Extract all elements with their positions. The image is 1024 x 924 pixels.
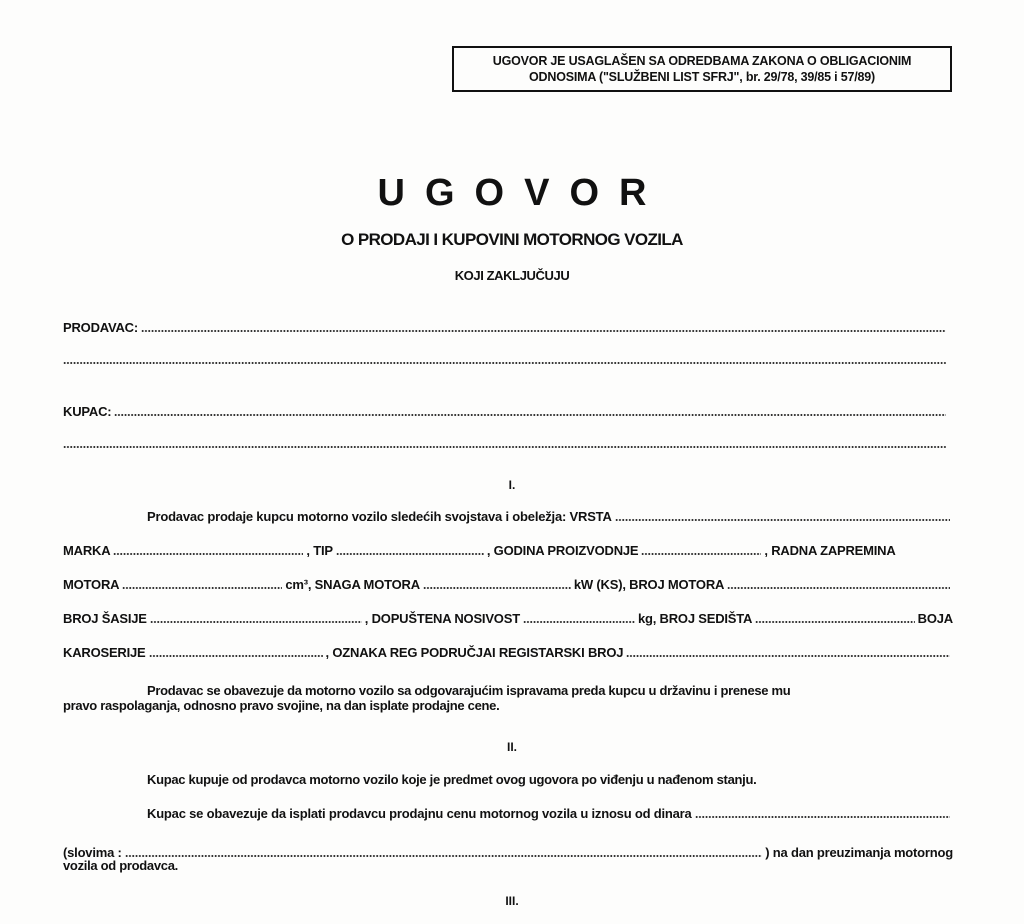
- vrsta-field[interactable]: [615, 519, 950, 521]
- seller-field[interactable]: [141, 330, 946, 332]
- seller-row-2: [63, 362, 949, 367]
- section-2-heading: II.: [506, 740, 517, 754]
- slovima-line-2: vozila od prodavca.: [63, 858, 178, 873]
- slovima-field[interactable]: [125, 855, 763, 857]
- obligation-line-2: pravo raspolaganja, odnosno pravo svojine, na dan isplate prodajne cene.: [63, 698, 500, 713]
- sasija-label: BROJ ŠASIJE: [63, 611, 147, 626]
- buyer-row-2: [63, 446, 949, 451]
- nosivost-label: , DOPUŠTENA NOSIVOST: [364, 611, 520, 626]
- obligation-line-1: Prodavac se obavezuje da motorno vozilo sa odgovarajućim ispravama preda kupcu u državinu i prenese mu: [147, 683, 791, 698]
- boja-label: BOJA: [917, 611, 953, 626]
- seller-label: PRODAVAC:: [63, 320, 138, 335]
- zapremina-field[interactable]: [122, 587, 282, 589]
- registarski-broj-field[interactable]: [626, 655, 950, 657]
- nosivost-field[interactable]: [523, 621, 635, 623]
- document-subtitle: O PRODAJI I KUPOVINI MOTORNOG VOZILA: [341, 230, 683, 249]
- oznaka-label: , OZNAKA REG PODRUČJAI REGISTARSKI BROJ: [325, 645, 624, 660]
- cm3-label: cm³, SNAGA MOTORA: [285, 577, 420, 592]
- price-text: Kupac se obavezuje da isplati prodavcu prodajnu cenu motornog vozila u iznosu od dinara: [147, 806, 692, 821]
- radna-label: , RADNA ZAPREMINA: [764, 543, 896, 558]
- motora-row: [63, 577, 953, 592]
- motora-label: MOTORA: [63, 577, 120, 592]
- section-3-heading: III.: [505, 894, 519, 908]
- document-title: UGOVOR: [377, 172, 667, 214]
- marka-field[interactable]: [113, 553, 303, 555]
- buyer-row: [63, 404, 949, 419]
- karoserije-row: [63, 645, 953, 660]
- vehicle-intro-text: Prodavac prodaje kupcu motorno vozilo sledećih svojstava i obeležja: VRSTA: [147, 509, 612, 524]
- marka-label: MARKA: [63, 543, 111, 558]
- marka-row: [63, 543, 953, 558]
- buyer-field[interactable]: [114, 414, 946, 416]
- sedista-field[interactable]: [755, 621, 914, 623]
- godina-label: , GODINA PROIZVODNJE: [486, 543, 639, 558]
- purchase-text: Kupac kupuje od prodavca motorno vozilo koje je predmet ovog ugovora po viđenju u nađenom stanju.: [147, 772, 757, 787]
- seller-row: [63, 320, 949, 335]
- price-field[interactable]: [695, 816, 950, 818]
- seller-field-2[interactable]: [63, 362, 946, 364]
- tip-label: , TIP: [306, 543, 333, 558]
- section-1-heading: I.: [508, 478, 516, 492]
- notice-line-1: UGOVOR JE USAGLAŠEN SA ODREDBAMA ZAKONA O OBLIGACIONIM: [492, 54, 912, 68]
- buyer-field-2[interactable]: [63, 446, 946, 448]
- tip-field[interactable]: [336, 553, 484, 555]
- sasija-field[interactable]: [150, 621, 362, 623]
- notice-line-2: ODNOSIMA ("SLUŽBENI LIST SFRJ", br. 29/78, 39/85 i 57/89): [529, 70, 875, 84]
- slovima-end-text: ) na dan preuzimanja motornog: [765, 845, 953, 860]
- karoserije-label: KAROSERIJE: [63, 645, 146, 660]
- buyer-purchase-paragraph: [63, 772, 953, 787]
- godina-field[interactable]: [641, 553, 761, 555]
- document-subsubtitle: KOJI ZAKLJUČUJU: [454, 268, 570, 283]
- legal-notice-box: [452, 46, 952, 92]
- broj-motora-field[interactable]: [727, 587, 950, 589]
- kw-label: kW (KS), BROJ MOTORA: [573, 577, 725, 592]
- sasija-row: [63, 611, 953, 626]
- buyer-label: KUPAC:: [63, 404, 112, 419]
- slovima-label: (slovima :: [63, 845, 122, 860]
- seller-obligation-paragraph: [63, 683, 953, 713]
- vrsta-row: [147, 509, 953, 524]
- kg-label: kg, BROJ SEDIŠTA: [637, 611, 753, 626]
- snaga-field[interactable]: [423, 587, 571, 589]
- boja-field[interactable]: [149, 655, 323, 657]
- price-row: [147, 806, 953, 821]
